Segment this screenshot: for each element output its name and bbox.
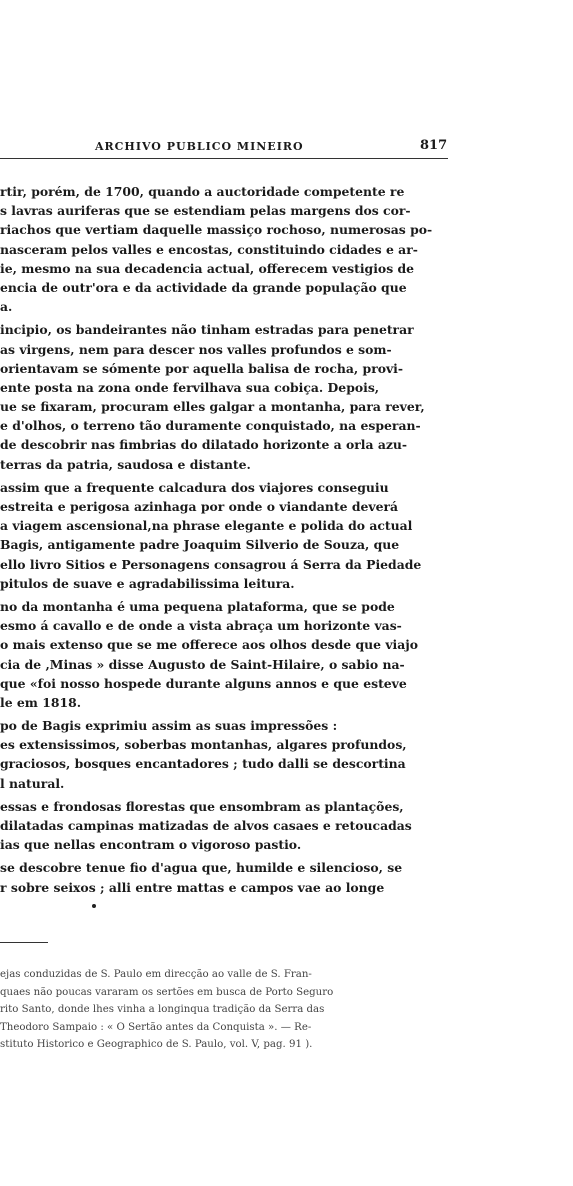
text-line: nasceram pelos valles e encostas, constituindo cidades e ar- xyxy=(0,241,418,257)
text-line: r sobre seixos ; alli entre mattas e campos vae ao longe xyxy=(0,879,385,895)
paragraph xyxy=(0,797,448,855)
header-rule xyxy=(0,158,448,159)
text-line: encia de outr'ora e da actividade da grande população que xyxy=(0,279,407,295)
text-line: e d'olhos, o terreno tão duramente conquistado, na esperan- xyxy=(0,418,421,434)
text-line: ias que nellas encontram o vigoroso pastio. xyxy=(0,837,302,853)
text-line: ente posta na zona onde fervilhava sua cobiça. Depois, xyxy=(0,379,380,395)
text-line: Bagis, antigamente padre Joaquim Silverio de Souza, que xyxy=(0,537,400,553)
text-line: es extensissimos, soberbas montanhas, algares profundos, xyxy=(0,737,407,753)
footnote-line: Theodoro Sampaio : « O Sertão antes da Conquista ». — Re- xyxy=(0,1021,312,1033)
paragraph xyxy=(0,716,448,793)
text-line: le em 1818. xyxy=(0,694,82,710)
paragraph xyxy=(0,478,448,593)
text-line: cia de ,Minas » disse Augusto de Saint-Hilaire, o sabio na- xyxy=(0,656,405,672)
running-title: ARCHIVO PUBLICO MINEIRO xyxy=(95,140,304,153)
text-line: a viagem ascensional,na phrase elegante e polida do actual xyxy=(0,518,413,534)
text-line: esmo á cavallo e de onde a vista abraça um horizonte vas- xyxy=(0,618,402,634)
text-line: de descobrir nas fimbrias do dilatado horizonte a orla azu- xyxy=(0,437,408,453)
footnote-line: rito Santo, donde lhes vinha a longinqua tradição da Serra das xyxy=(0,1004,325,1015)
paragraph xyxy=(0,320,448,474)
footnote xyxy=(0,966,448,1054)
text-line: ue se fixaram, procuram elles galgar a montanha, para rever, xyxy=(0,399,425,415)
text-line: dilatadas campinas matizadas de alvos casaes e retoucadas xyxy=(0,818,412,833)
main-text xyxy=(0,182,448,897)
paragraph xyxy=(0,597,448,712)
text-line: s lavras auriferas que se estendiam pelas margens dos cor- xyxy=(0,203,411,219)
text-line: se descobre tenue fio d'agua que, humilde e silencioso, se xyxy=(0,860,403,876)
text-line: essas e frondosas florestas que ensombram as plantações, xyxy=(0,798,404,814)
running-header xyxy=(0,138,448,156)
text-line: o mais extenso que se me offerece aos olhos desde que viajo xyxy=(0,637,419,653)
ink-speck xyxy=(92,904,96,908)
text-line: no da montanha é uma pequena plataforma, que se pode xyxy=(0,598,395,614)
text-line: ie, mesmo na sua decadencia actual, offerecem vestigios de xyxy=(0,260,415,276)
text-line: rtir, porém, de 1700, quando a auctoridade competente re xyxy=(0,184,405,199)
text-line: graciosos, bosques encantadores ; tudo dalli se descortina xyxy=(0,756,406,772)
paragraph xyxy=(0,182,448,316)
text-line: a. xyxy=(0,299,13,315)
text-line: po de Bagis exprimiu assim as suas impressões : xyxy=(0,718,338,734)
footnote-line: stituto Historico e Geographico de S. Paulo, vol. V, pag. 91 ). xyxy=(0,1039,313,1050)
footnote-line: quaes não poucas vararam os sertões em busca de Porto Seguro xyxy=(0,986,334,998)
page-number: 817 xyxy=(420,138,448,153)
text-line: assim que a frequente calcadura dos viajores conseguiu xyxy=(0,479,389,495)
text-line: as virgens, nem para descer nos valles profundos e som- xyxy=(0,341,392,357)
text-line: l natural. xyxy=(0,775,65,791)
text-line: riachos que vertiam daquelle massiço rochoso, numerosas po- xyxy=(0,222,433,238)
paragraph xyxy=(0,858,448,896)
footnote-line: ejas conduzidas de S. Paulo em direcção ao valle de S. Fran- xyxy=(0,969,312,980)
text-line: terras da patria, saudosa e distante. xyxy=(0,456,251,472)
text-line: ello livro Sitios e Personagens consagrou á Serra da Piedade xyxy=(0,556,422,572)
text-line: estreita e perigosa azinhaga por onde o viandante deverá xyxy=(0,499,399,514)
text-line: que «foi nosso hospede durante alguns annos e que esteve xyxy=(0,675,407,691)
text-line: incipio, os bandeirantes não tinham estradas para penetrar xyxy=(0,322,414,338)
footnote-rule xyxy=(0,942,48,943)
text-line: orientavam se sómente por aquella balisa de rocha, provi- xyxy=(0,360,404,376)
text-line: pitulos de suave e agradabilissima leitura. xyxy=(0,575,295,591)
